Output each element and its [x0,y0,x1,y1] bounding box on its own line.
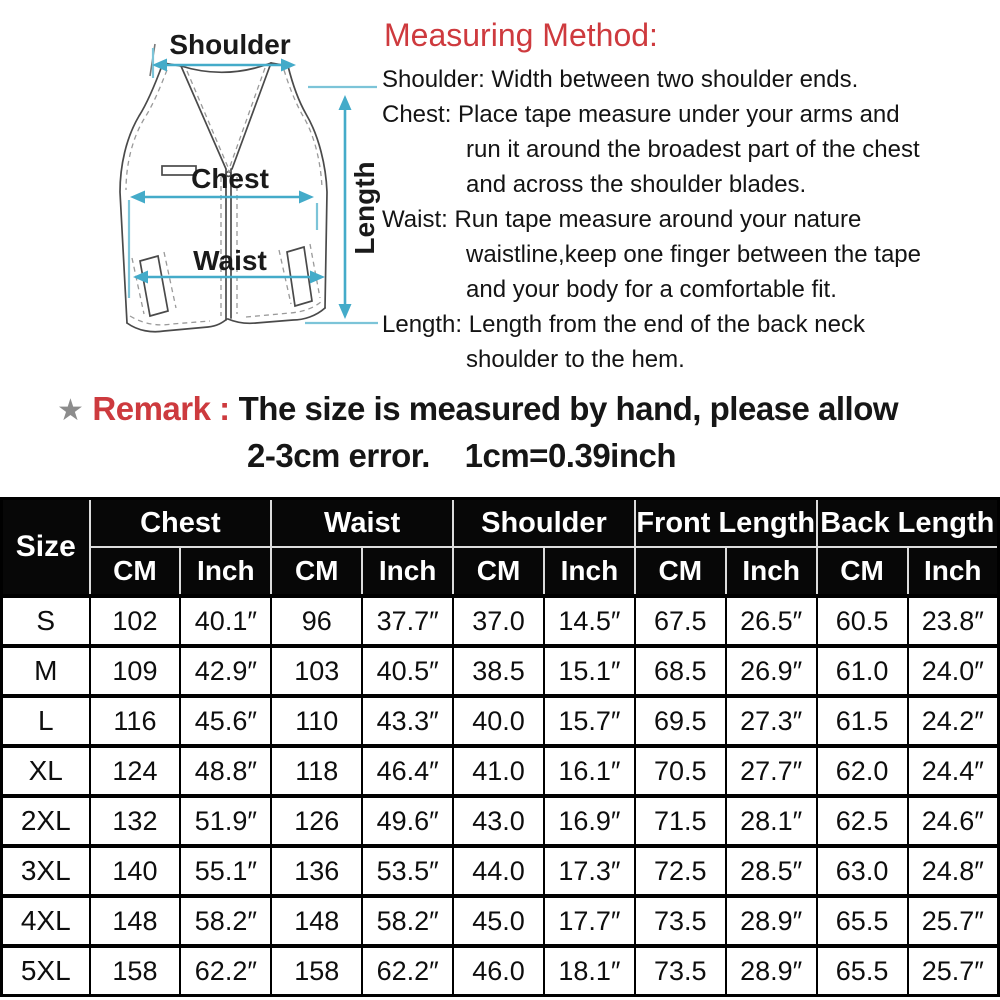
value-cell: 46.0 [453,946,544,996]
measuring-line: Shoulder: Width between two shoulder ends. [382,66,859,93]
value-cell: 71.5 [635,796,726,846]
value-cell: 14.5″ [544,596,635,646]
measuring-line: shoulder to the hem. [466,346,685,373]
header-waist: Waist [271,499,453,548]
header-front-length: Front Length [635,499,817,548]
value-cell: 17.7″ [544,896,635,946]
value-cell: 60.5 [817,596,908,646]
value-cell: 51.9″ [180,796,271,846]
value-cell: 37.7″ [362,596,453,646]
unit-cm: CM [635,547,726,596]
value-cell: 132 [90,796,181,846]
header-size: Size [2,499,90,597]
star-icon: ★ [57,394,84,427]
value-cell: 55.1″ [180,846,271,896]
value-cell: 43.3″ [362,696,453,746]
value-cell: 58.2″ [180,896,271,946]
value-cell: 62.0 [817,746,908,796]
value-cell: 62.2″ [362,946,453,996]
value-cell: 58.2″ [362,896,453,946]
value-cell: 148 [271,896,362,946]
unit-cm: CM [453,547,544,596]
value-cell: 110 [271,696,362,746]
size-chart-header [2,499,999,597]
size-cell: 5XL [2,946,90,996]
value-cell: 25.7″ [908,896,999,946]
size-chart-body [2,596,999,996]
value-cell: 73.5 [635,946,726,996]
table-row [2,696,999,746]
table-row [2,746,999,796]
unit-inch: Inch [726,547,817,596]
size-cell: 4XL [2,896,90,946]
vest-measurement-diagram [60,20,400,392]
value-cell: 45.6″ [180,696,271,746]
value-cell: 109 [90,646,181,696]
value-cell: 68.5 [635,646,726,696]
header-chest: Chest [90,499,272,548]
value-cell: 16.9″ [544,796,635,846]
value-cell: 65.5 [817,946,908,996]
value-cell: 62.2″ [180,946,271,996]
unit-inch: Inch [180,547,271,596]
value-cell: 61.5 [817,696,908,746]
value-cell: 148 [90,896,181,946]
value-cell: 116 [90,696,181,746]
remark-line-1 [57,386,987,434]
value-cell: 126 [271,796,362,846]
size-cell: 3XL [2,846,90,896]
measuring-method-section [382,14,1000,377]
value-cell: 63.0 [817,846,908,896]
value-cell: 27.7″ [726,746,817,796]
value-cell: 43.0 [453,796,544,846]
value-cell: 28.5″ [726,846,817,896]
size-cell: 2XL [2,796,90,846]
value-cell: 73.5 [635,896,726,946]
remark-text: The size is measured by hand, please allow [238,390,899,427]
header-shoulder: Shoulder [453,499,635,548]
value-cell: 62.5 [817,796,908,846]
unit-inch: Inch [362,547,453,596]
size-cell: XL [2,746,90,796]
value-cell: 124 [90,746,181,796]
value-cell: 40.1″ [180,596,271,646]
remark-label: Remark : [92,390,230,427]
value-cell: 158 [271,946,362,996]
shoulder-label: Shoulder [169,29,291,60]
value-cell: 41.0 [453,746,544,796]
value-cell: 28.9″ [726,896,817,946]
table-row [2,596,999,646]
table-row [2,796,999,846]
value-cell: 65.5 [817,896,908,946]
unit-cm: CM [817,547,908,596]
value-cell: 53.5″ [362,846,453,896]
size-chart-table [0,497,1000,997]
value-cell: 48.8″ [180,746,271,796]
value-cell: 26.5″ [726,596,817,646]
value-cell: 96 [271,596,362,646]
value-cell: 103 [271,646,362,696]
table-row [2,646,999,696]
length-label: Length [349,161,380,255]
table-row [2,946,999,996]
value-cell: 136 [271,846,362,896]
value-cell: 61.0 [817,646,908,696]
value-cell: 23.8″ [908,596,999,646]
measuring-line: Length: Length from the end of the back neck [382,311,865,338]
value-cell: 24.0″ [908,646,999,696]
measuring-method-title: Measuring Method: [384,17,658,53]
value-cell: 44.0 [453,846,544,896]
waist-label: Waist [193,245,267,276]
size-cell: L [2,696,90,746]
value-cell: 16.1″ [544,746,635,796]
value-cell: 28.1″ [726,796,817,846]
value-cell: 40.0 [453,696,544,746]
value-cell: 67.5 [635,596,726,646]
value-cell: 24.6″ [908,796,999,846]
value-cell: 140 [90,846,181,896]
value-cell: 17.3″ [544,846,635,896]
measuring-line: and across the shoulder blades. [466,171,807,198]
unit-cm: CM [90,547,181,596]
value-cell: 37.0 [453,596,544,646]
remark-line-2: 2-3cm error. 1cm=0.39inch [247,437,677,474]
value-cell: 25.7″ [908,946,999,996]
table-row [2,846,999,896]
value-cell: 45.0 [453,896,544,946]
value-cell: 49.6″ [362,796,453,846]
measuring-line: run it around the broadest part of the chest [466,136,920,163]
value-cell: 27.3″ [726,696,817,746]
remark-section [57,386,987,478]
value-cell: 158 [90,946,181,996]
value-cell: 38.5 [453,646,544,696]
measuring-line: waistline,keep one finger between the tape [466,241,921,268]
value-cell: 28.9″ [726,946,817,996]
value-cell: 102 [90,596,181,646]
unit-cm: CM [271,547,362,596]
value-cell: 18.1″ [544,946,635,996]
unit-inch: Inch [908,547,999,596]
measuring-instructions [382,62,1000,377]
measuring-line: Waist: Run tape measure around your nature [382,206,862,233]
value-cell: 70.5 [635,746,726,796]
measuring-line: and your body for a comfortable fit. [466,276,837,303]
value-cell: 40.5″ [362,646,453,696]
table-row [2,896,999,946]
value-cell: 69.5 [635,696,726,746]
chest-label: Chest [191,163,269,194]
value-cell: 24.2″ [908,696,999,746]
value-cell: 72.5 [635,846,726,896]
size-cell: S [2,596,90,646]
size-cell: M [2,646,90,696]
measuring-line: Chest: Place tape measure under your arms and [382,101,900,128]
value-cell: 46.4″ [362,746,453,796]
header-back-length: Back Length [817,499,999,548]
value-cell: 24.8″ [908,846,999,896]
value-cell: 15.1″ [544,646,635,696]
value-cell: 26.9″ [726,646,817,696]
shoulder-arrow [152,59,296,72]
value-cell: 15.7″ [544,696,635,746]
value-cell: 42.9″ [180,646,271,696]
unit-inch: Inch [544,547,635,596]
value-cell: 24.4″ [908,746,999,796]
value-cell: 118 [271,746,362,796]
